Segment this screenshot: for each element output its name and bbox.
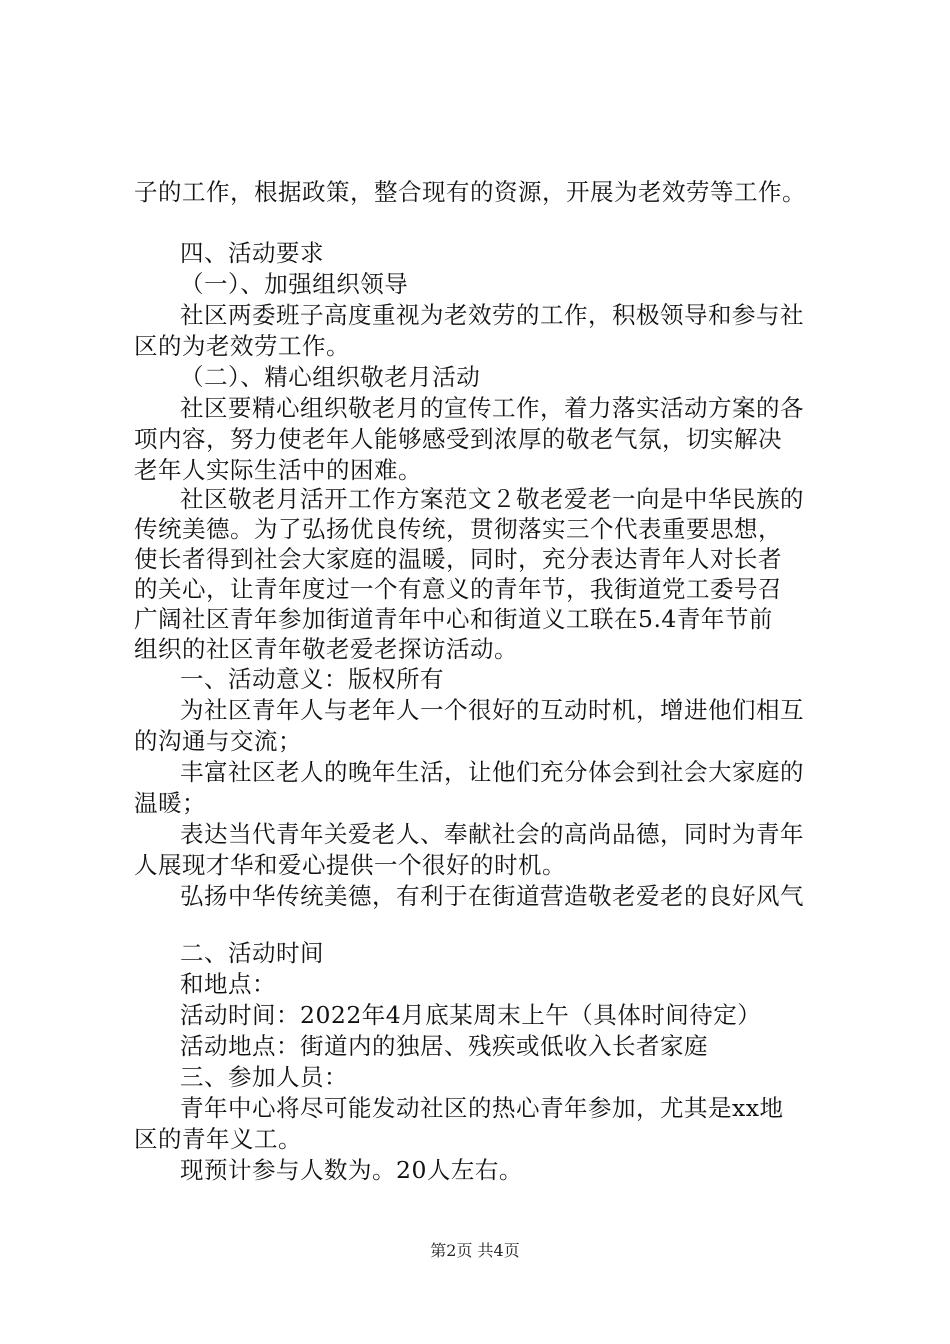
text-line: 和地点： xyxy=(180,970,276,998)
text-line: 广阔社区青年参加街道青年中心和街道义工联在5.4青年节前 xyxy=(134,605,773,633)
text-line: 传统美德。为了弘扬优良传统，贯彻落实三个代表重要思想， xyxy=(134,515,782,543)
text-line: 表达当代青年关爱老人、奉献社会的高尚品德，同时为青年 xyxy=(180,820,804,848)
section-heading: 一、活动意义：版权所有 xyxy=(180,665,444,693)
text-line: 活动时间：2022年4月底某周末上午（具体时间待定） xyxy=(180,1001,762,1029)
text-line: 老年人实际生活中的困难。 xyxy=(134,456,422,484)
text-line: 区的青年义工。 xyxy=(134,1125,302,1153)
text-line: 为社区青年人与老年人一个很好的互动时机，增进他们相互 xyxy=(180,696,804,724)
subsection-heading: （一）、加强组织领导 xyxy=(180,270,409,298)
text-line: 区的为老效劳工作。 xyxy=(134,332,350,360)
text-line: 项内容，努力使老年人能够感受到浓厚的敬老气氛，切实解决 xyxy=(134,425,782,453)
text-line: 使长者得到社会大家庭的温暖，同时，充分表达青年人对长者 xyxy=(134,545,782,573)
text-line: 组织的社区青年敬老爱老探访活动。 xyxy=(134,635,518,663)
text-line: 温暖； xyxy=(134,789,206,817)
text-line: 活动地点：街道内的独居、残疾或低收入长者家庭 xyxy=(180,1032,708,1060)
text-line: 现预计参与人数为。20人左右。 xyxy=(180,1156,523,1184)
text-line: 社区敬老月活开工作方案范文２敬老爱老一向是中华民族的 xyxy=(180,485,804,513)
text-line: 丰富社区老人的晚年生活，让他们充分体会到社会大家庭的 xyxy=(180,758,804,786)
text-line: 人展现才华和爱心提供一个很好的时机。 xyxy=(134,851,566,879)
text-line: 的关心，让青年度过一个有意义的青年节，我街道党工委号召 xyxy=(134,575,782,603)
subsection-heading: （二）、精心组织敬老月活动 xyxy=(180,363,481,391)
text-line: 社区两委班子高度重视为老效劳的工作，积极领导和参与社 xyxy=(180,301,804,329)
page-footer: 第2页 共4页 xyxy=(430,1241,520,1260)
text-line: 弘扬中华传统美德，有利于在街道营造敬老爱老的良好风气 xyxy=(180,882,804,910)
text-line: 青年中心将尽可能发动社区的热心青年参加，尤其是xx地 xyxy=(180,1094,784,1122)
section-heading: 二、活动时间 xyxy=(180,939,324,967)
section-heading: 四、活动要求 xyxy=(180,239,324,267)
section-heading: 三、参加人员： xyxy=(180,1063,348,1091)
text-line: 社区要精心组织敬老月的宣传工作，着力落实活动方案的各 xyxy=(180,394,804,422)
text-line: 的沟通与交流； xyxy=(134,727,302,755)
text-line: 子的工作，根据政策，整合现有的资源，开展为老效劳等工作。 xyxy=(134,178,806,206)
